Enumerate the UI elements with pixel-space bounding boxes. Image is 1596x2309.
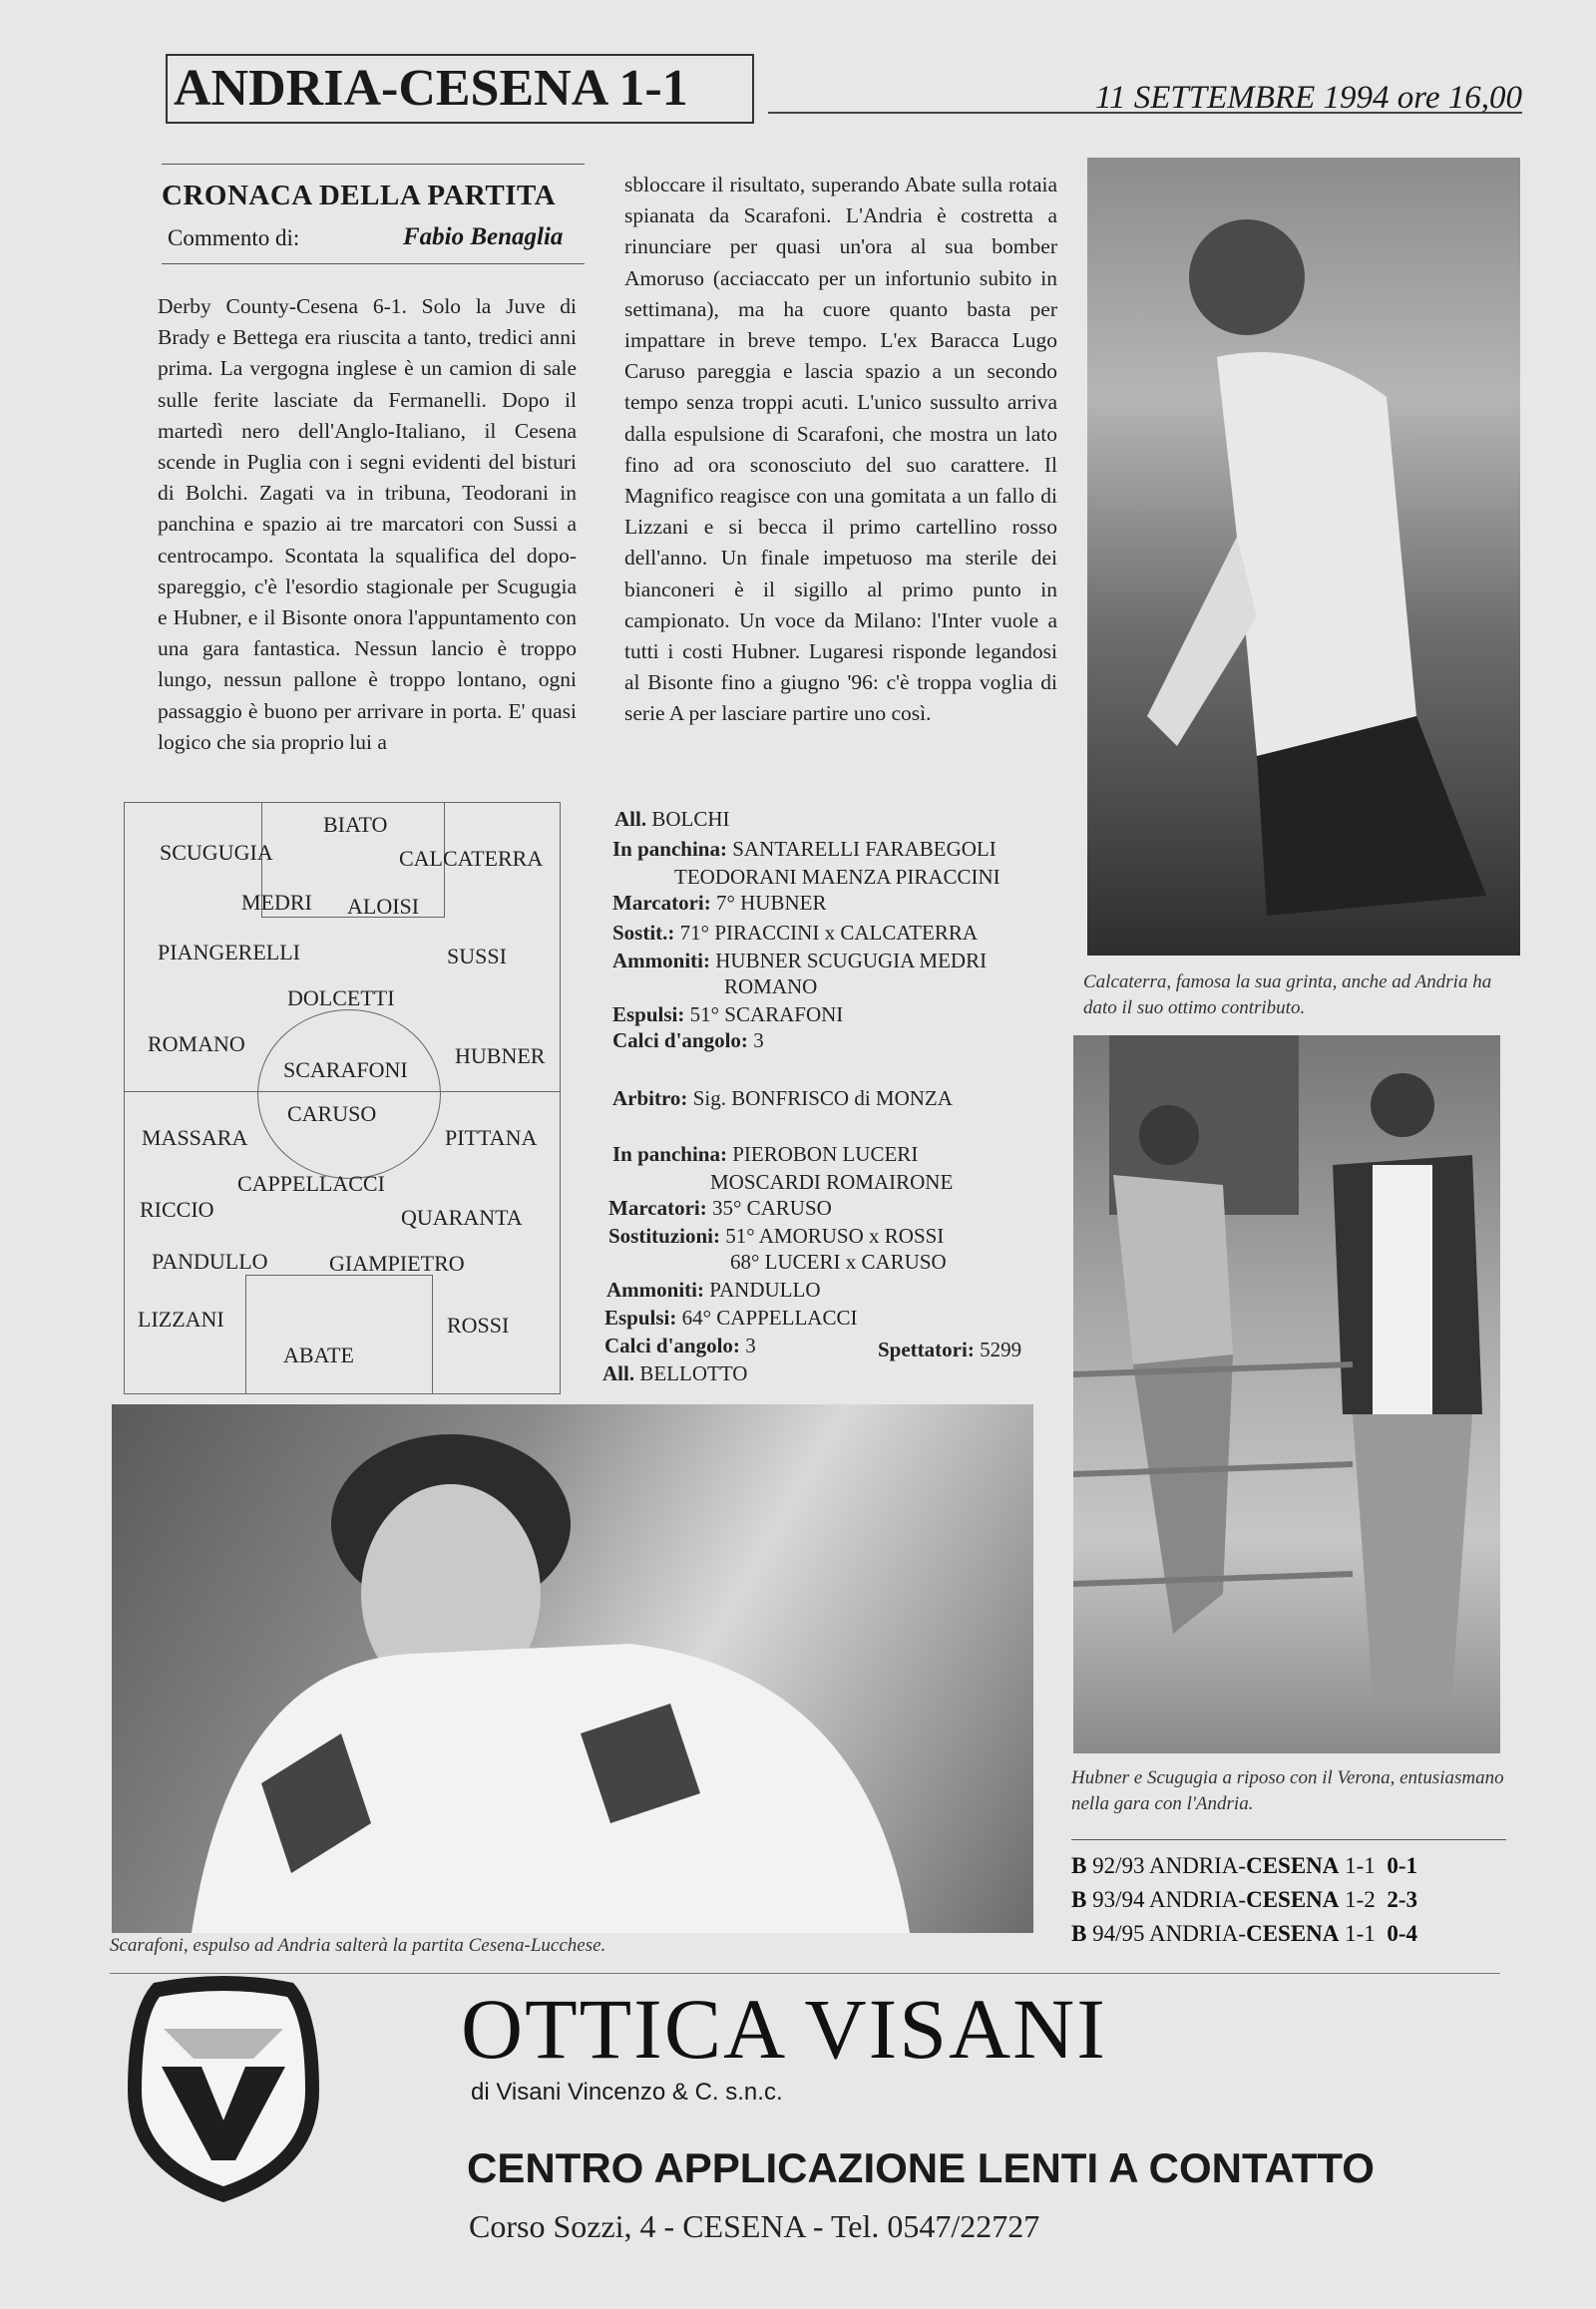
player-label: QUARANTA — [401, 1205, 523, 1230]
player-label: CARUSO — [287, 1101, 377, 1126]
player-label: ABATE — [283, 1343, 354, 1367]
cesena-booked-2: ROMANO — [724, 974, 818, 998]
cesena-subs: Sostit.: 71° PIRACCINI x CALCATERRA — [612, 921, 979, 945]
andria-bench-2: MOSCARDI ROMAIRONE — [710, 1170, 954, 1194]
chronicle-bottom-rule — [162, 263, 585, 264]
player-label: SCUGUGIA — [160, 840, 273, 865]
cesena-scorers: Marcatori: 7° HUBNER — [612, 891, 827, 915]
player-label: ALOISI — [347, 894, 420, 919]
andria-bench: In panchina: PIEROBON LUCERI — [612, 1142, 919, 1166]
referee: Arbitro: Sig. BONFRISCO di MONZA — [612, 1086, 953, 1110]
player-silhouette-icon — [1087, 158, 1520, 956]
ad-slogan: CENTRO APPLICAZIONE LENTI A CONTATTO — [467, 2144, 1375, 2191]
match-date: 11 SETTEMBRE 1994 ore 16,00 — [1094, 80, 1522, 116]
ad-company-subtitle: di Visani Vincenzo & C. s.n.c. — [471, 2079, 783, 2106]
chronicle-column-1: Derby County-Cesena 6-1. Solo la Juve di Brady e Bettega era riuscita a tanto, tredici anni prima. La vergogna inglese è un camion di sale sulle ferite lasciate da Fermanelli. Dopo il martedì nero dell'Anglo-Italiano, il Cesena scende in Puglia con i segni evidenti del bisturi di Bolchi. Zagati va in tribuna, Teodorani in panchina e spazio ai tre marcatori con Sussi a centrocampo. Scontata la squalifica del dopo-spareggio, c'è l'esordio stagionale per Scugugia e Hubner, e il Bisonte onora l'appuntamento con una gara fantastica. Nessun lancio è troppo lungo, nessun pallone è troppo lontano, ogni passaggio è buono per arrivare in porta. E' quasi logico che sia proprio lui a — [158, 294, 577, 754]
cesena-sentoff: Espulsi: 51° SCARAFONI — [612, 1002, 844, 1026]
andria-coach: All. BELLOTTO — [602, 1361, 748, 1385]
cesena-bench: In panchina: SANTARELLI FARABEGOLI — [612, 837, 997, 861]
caption-photo-3: Scarafoni, espulso ad Andria salterà la partita Cesena-Lucchese. — [110, 1935, 606, 1956]
history-rule — [1071, 1839, 1506, 1840]
player-label: SCARAFONI — [283, 1057, 408, 1082]
player-label: RICCIO — [140, 1197, 214, 1222]
andria-corners: Calci d'angolo: 3 — [604, 1334, 756, 1357]
history-row: B 94/95 ANDRIA-CESENA 1-1 0-4 — [1071, 1921, 1417, 1946]
match-title: ANDRIA-CESENA 1-1 — [166, 54, 754, 124]
player-label: SUSSI — [447, 944, 507, 968]
history-row: B 93/94 ANDRIA-CESENA 1-2 2-3 — [1071, 1887, 1417, 1912]
andria-sentoff: Espulsi: 64° CAPPELLACCI — [604, 1306, 858, 1330]
cesena-booked: Ammoniti: HUBNER SCUGUGIA MEDRI — [612, 949, 988, 972]
player-label: LIZZANI — [138, 1307, 224, 1332]
shield-v-logo-icon — [124, 1971, 323, 2206]
player-label: PANDULLO — [152, 1249, 268, 1274]
cesena-bench-2: TEODORANI MAENZA PIRACCINI — [674, 865, 1000, 889]
pitch-box-bottom — [245, 1275, 433, 1394]
player-label: CAPPELLACCI — [237, 1171, 385, 1196]
photo-calcaterra — [1087, 158, 1520, 956]
spectators: Spettatori: 5299 — [878, 1338, 1022, 1361]
player-label: HUBNER — [455, 1043, 546, 1068]
andria-subs: Sostituzioni: 51° AMORUSO x ROSSI — [608, 1224, 945, 1248]
player-label: CALCATERRA — [399, 846, 544, 871]
two-people-icon — [1073, 1035, 1500, 1753]
cesena-coach: All. BOLCHI — [614, 807, 730, 831]
player-portrait-icon — [112, 1404, 1033, 1933]
player-label: ROMANO — [148, 1031, 245, 1056]
andria-subs-2: 68° LUCERI x CARUSO — [730, 1250, 947, 1274]
player-label: ROSSI — [447, 1313, 510, 1338]
chronicle-top-rule — [162, 164, 585, 165]
andria-booked: Ammoniti: PANDULLO — [606, 1278, 821, 1302]
chronicle-title: CRONACA DELLA PARTITA — [162, 180, 557, 211]
photo-scarafoni — [112, 1404, 1033, 1933]
player-label: PIANGERELLI — [158, 940, 300, 964]
chronicle-column-2: sbloccare il risultato, superando Abate sulla rotaia spianata da Scarafoni. L'Andria è costretta a rinunciare per quasi un'ora al sua bomber Amoruso (acciaccato per un infortunio subito in settimana), ma ha cuore quanto basta per impattare in breve tempo. L'ex Baracca Lugo Caruso pareggia e lascia spazio a un secondo tempo senza troppi acuti. L'unico sussulto arriva dalla espulsione di Scarafoni, che mostra un lato fino ad ora sconosciuto del suo carattere. Il Magnifico reagisce con una gomitata a un fallo di Lizzani e si becca il primo cartellino rosso dell'anno. Un finale impetuoso ma sterile dei bianconeri è il sigillo al primo punto in campionato. Un voce da Milano: l'Inter vuole a tutti i costi Hubner. Lugaresi risponde legandosi al Bisonte fino a giugno '96: c'è troppa voglia di serie A per lasciare partire uno così. — [624, 173, 1057, 726]
andria-scorers: Marcatori: 35° CARUSO — [608, 1196, 832, 1220]
player-label: MASSARA — [142, 1125, 248, 1150]
player-label: PITTANA — [445, 1125, 538, 1150]
player-label: GIAMPIETRO — [329, 1251, 465, 1276]
ad-address: Corso Sozzi, 4 - CESENA - Tel. 0547/22727 — [469, 2208, 1040, 2244]
comment-author: Fabio Benaglia — [403, 223, 564, 250]
cesena-corners: Calci d'angolo: 3 — [612, 1028, 764, 1052]
player-label: MEDRI — [241, 890, 312, 915]
comment-label: Commento di: — [168, 225, 300, 250]
pitch-center-circle — [257, 1009, 441, 1179]
history-row: B 92/93 ANDRIA-CESENA 1-1 0-1 — [1071, 1853, 1417, 1878]
photo-hubner-scugugia — [1073, 1035, 1500, 1753]
player-label: DOLCETTI — [287, 985, 395, 1010]
player-label: BIATO — [323, 812, 388, 837]
caption-photo-1: Calcaterra, famosa la sua grinta, anche ad Andria ha dato il suo ottimo contributo. — [1083, 971, 1492, 1018]
caption-photo-2: Hubner e Scugugia a riposo con il Verona, entusiasmano nella gara con l'Andria. — [1071, 1767, 1504, 1814]
ad-company-name: OTTICA VISANI — [461, 1981, 1107, 2077]
